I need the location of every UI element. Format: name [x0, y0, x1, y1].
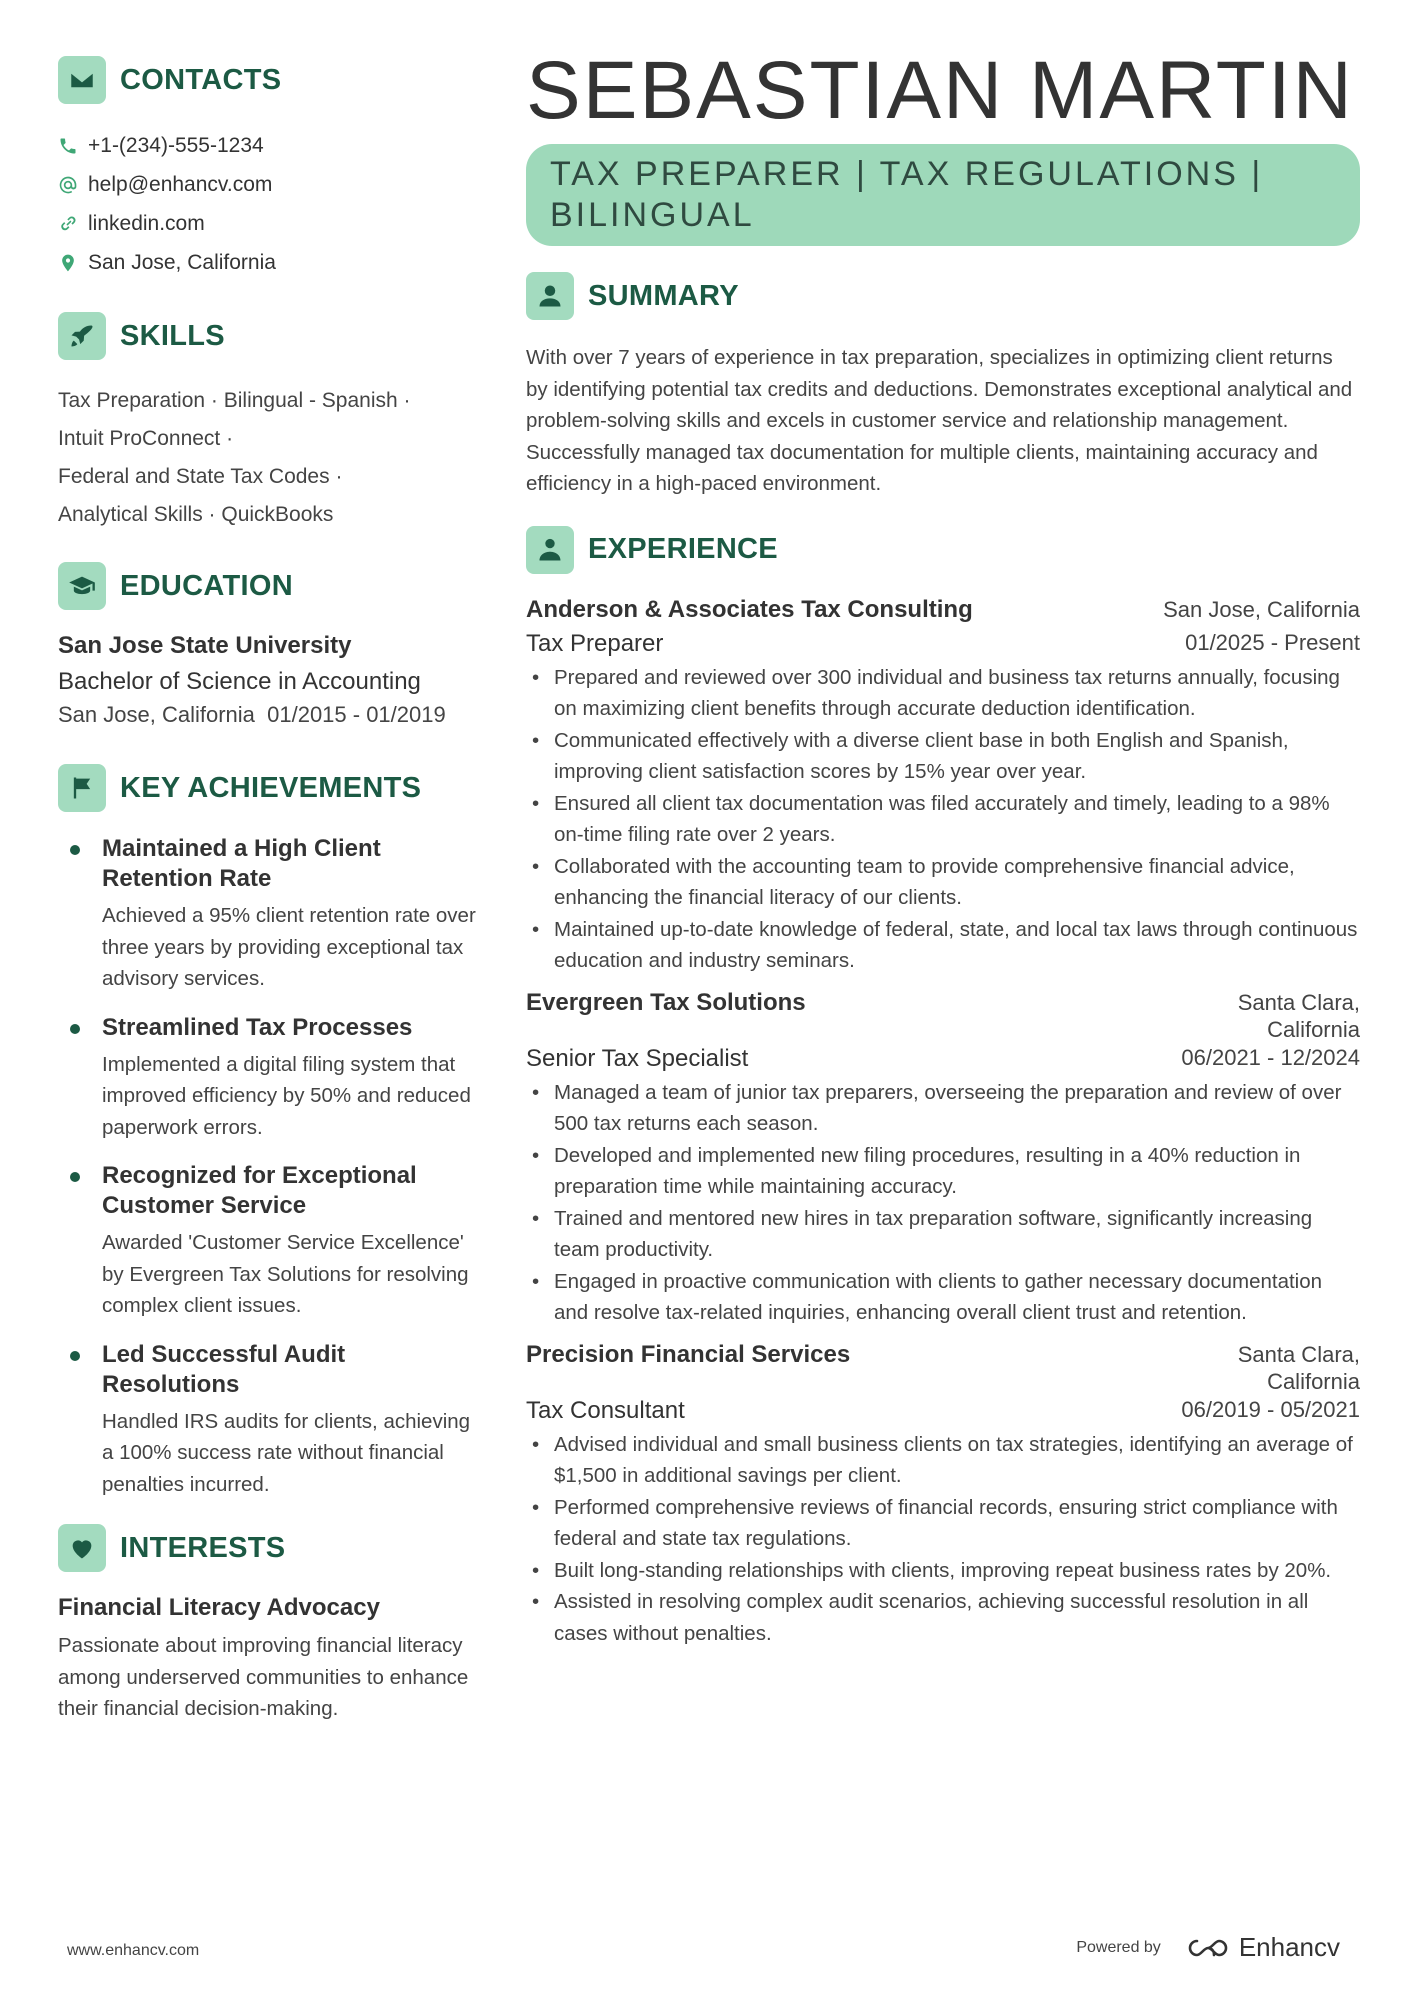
bullet-dot: [70, 1351, 80, 1361]
job-company: Evergreen Tax Solutions: [526, 988, 806, 1016]
job-header-row: [526, 989, 1360, 1043]
interest-title: Financial Literacy Advocacy: [58, 1594, 380, 1621]
email-text: help@enhancv.com: [88, 172, 273, 196]
job-header-row: [526, 596, 1360, 624]
contacts-header: [58, 56, 478, 104]
education-meta: [58, 702, 478, 728]
job-bullets: [526, 1429, 1360, 1650]
skills-line: Tax Preparation · Bilingual - Spanish ·: [58, 389, 411, 412]
skills-header: [58, 312, 478, 360]
education-school: San Jose State University: [58, 632, 352, 659]
job-bullet: • Engaged in proactive communication with clients to gather necessary documentation and resolve tax-related inquiries, enhancing overall client trust and retention.: [526, 1266, 1360, 1329]
job-bullet: • Prepared and reviewed over 300 individual and business tax returns annually, focusing on maximizing client benefits through accurate deduction identification.: [526, 662, 1360, 725]
achievements-list: [58, 834, 478, 1500]
job-bullet: • Communicated effectively with a diverse client base in both English and Spanish, improving client satisfaction scores by 15% year over year.: [526, 725, 1360, 788]
job-location: [1238, 1341, 1360, 1395]
summary-title: SUMMARY: [588, 279, 739, 312]
brand-name: Enhancv: [1238, 1932, 1340, 1962]
envelope-icon: [58, 56, 106, 104]
education-title: EDUCATION: [120, 569, 293, 602]
link-icon: [58, 214, 78, 234]
job-bullet: • Collaborated with the accounting team to provide comprehensive financial advice, enhancing the financial literacy of our clients.: [526, 851, 1360, 914]
skills-line: Intuit ProConnect ·: [58, 427, 234, 450]
rocket-icon: [58, 312, 106, 360]
contacts-list: [58, 126, 478, 282]
job-bullets: [526, 1077, 1360, 1329]
job-title: Tax Preparer: [526, 629, 664, 657]
contact-email[interactable]: [58, 165, 478, 204]
job-location-line: Santa Clara,: [1237, 989, 1360, 1015]
graduation-cap-icon: [58, 562, 106, 610]
job-title: Tax Consultant: [526, 1396, 685, 1424]
achievement-item: [58, 1340, 478, 1501]
achievement-item: [58, 834, 478, 995]
left-column: [58, 56, 478, 1725]
job-dates: 01/2025 - Present: [1185, 629, 1360, 655]
at-icon: [58, 175, 78, 195]
footer-website[interactable]: www.enhancv.com: [67, 1942, 200, 1959]
achievement-title: Streamlined Tax Processes: [102, 1013, 413, 1041]
bullet-dot: [70, 1172, 80, 1182]
education-header: [58, 562, 478, 610]
achievement-title: Led Successful Audit Resolutions: [102, 1340, 346, 1398]
job-location-line: California: [1267, 1016, 1360, 1042]
enhancv-logo[interactable]: [1185, 1932, 1340, 1963]
achievements-title: KEY ACHIEVEMENTS: [120, 771, 422, 804]
education-location: San Jose, California: [58, 702, 255, 727]
interests-title: INTERESTS: [120, 1531, 286, 1564]
contact-phone[interactable]: [58, 126, 478, 165]
job-company: Precision Financial Services: [526, 1340, 851, 1368]
job-entry: [526, 596, 1360, 977]
summary-text: With over 7 years of experience in tax preparation, specializes in optimizing client returns by identifying potential tax credits and deductions. Demonstrates exceptional analytical and problem-solving skills and excels in customer service and relationship management. Successfully managed tax documentation for multiple clients, maintaining accuracy and efficiency in a high-paced environment.: [526, 346, 1353, 495]
skills-title: SKILLS: [120, 319, 225, 352]
skills-line: Federal and State Tax Codes ·: [58, 465, 343, 488]
achievement-desc: Achieved a 95% client retention rate over three years by providing exceptional tax advisory services.: [102, 904, 476, 990]
job-bullets: [526, 662, 1360, 977]
businessman-icon: [526, 526, 574, 574]
job-bullet: • Performed comprehensive reviews of financial records, ensuring strict compliance with federal and state tax regulations.: [526, 1492, 1360, 1555]
education-entry: [58, 632, 478, 728]
heart-icon: [58, 1524, 106, 1572]
job-location-line: California: [1267, 1368, 1360, 1394]
job-entry: [526, 989, 1360, 1329]
job-bullet: • Trained and mentored new hires in tax preparation software, significantly increasing team productivity.: [526, 1203, 1360, 1266]
job-header-row: [526, 1341, 1360, 1395]
phone-icon: [58, 136, 78, 156]
job-location-line: Santa Clara,: [1237, 1341, 1360, 1367]
linkedin-text: linkedin.com: [88, 211, 205, 235]
flag-icon: [58, 764, 106, 812]
job-location: San Jose, California: [1163, 596, 1360, 622]
phone-text: +1-(234)-555-1234: [88, 133, 264, 157]
job-location: [1238, 989, 1360, 1043]
bullet-dot: [70, 1024, 80, 1034]
candidate-name: SEBASTIAN MARTIN: [526, 45, 1354, 136]
achievements-header: [58, 764, 478, 812]
achievement-item: [58, 1013, 478, 1144]
location-pin-icon: [58, 253, 78, 273]
interests-header: [58, 1524, 478, 1572]
skills-list: [58, 382, 478, 534]
job-bullet: • Maintained up-to-date knowledge of federal, state, and local tax laws through continuous education and industry seminars.: [526, 914, 1360, 977]
job-bullet: • Built long-standing relationships with clients, improving repeat business rates by 20%.: [526, 1555, 1360, 1587]
achievement-desc: Implemented a digital filing system that improved efficiency by 50% and reduced paperwork errors.: [102, 1052, 471, 1139]
achievement-title: Recognized for Exceptional Customer Service: [102, 1162, 417, 1219]
job-bullet: • Ensured all client tax documentation was filed accurately and timely, leading to a 98% on-time filing rate over 2 years.: [526, 788, 1360, 851]
job-title-row: [526, 1397, 1360, 1425]
job-title-row: [526, 630, 1360, 658]
job-entry: [526, 1341, 1360, 1650]
job-dates: 06/2021 - 12/2024: [1181, 1044, 1360, 1070]
user-icon: [526, 272, 574, 320]
achievement-item: [58, 1161, 478, 1322]
job-title: Senior Tax Specialist: [526, 1044, 749, 1072]
experience-header: [526, 526, 1360, 574]
interest-item: [58, 1594, 478, 1725]
skills-line: Analytical Skills · QuickBooks: [58, 503, 334, 526]
location-text: San Jose, California: [88, 250, 276, 274]
education-dates: 01/2015 - 01/2019: [267, 702, 446, 727]
bullet-dot: [70, 845, 80, 855]
achievement-title: Maintained a High Client Retention Rate: [102, 835, 381, 892]
experience-title: EXPERIENCE: [588, 533, 778, 565]
footer-branding: [1076, 1932, 1340, 1963]
contacts-title: CONTACTS: [120, 63, 282, 96]
achievement-desc: Handled IRS audits for clients, achieving a 100% success rate without financial penalties incurred.: [102, 1409, 471, 1496]
job-bullet: • Assisted in resolving complex audit scenarios, achieving successful resolution in all cases without penalties.: [526, 1586, 1360, 1649]
job-title-row: [526, 1045, 1360, 1073]
job-company: Anderson & Associates Tax Consulting: [526, 595, 973, 623]
job-dates: 06/2019 - 05/2021: [1181, 1396, 1360, 1422]
job-bullet: • Advised individual and small business clients on tax strategies, identifying an average of $1,500 in additional savings per client.: [526, 1429, 1360, 1492]
right-column: [526, 46, 1360, 1661]
powered-by-text: Powered by: [1076, 1938, 1161, 1956]
summary-header: [526, 272, 1360, 320]
interest-desc: Passionate about improving financial literacy among underserved communities to enhance their financial decision-making.: [58, 1634, 469, 1720]
headline-banner: TAX PREPARER | TAX REGULATIONS | BILINGUAL: [526, 144, 1360, 246]
job-bullet: • Developed and implemented new filing procedures, resulting in a 40% reduction in preparation time while maintaining accuracy.: [526, 1140, 1360, 1203]
job-bullet: • Managed a team of junior tax preparers, overseeing the preparation and review of over 500 tax returns each season.: [526, 1077, 1360, 1140]
contact-linkedin[interactable]: [58, 204, 478, 243]
achievement-desc: Awarded 'Customer Service Excellence' by Evergreen Tax Solutions for resolving complex client issues.: [102, 1231, 469, 1317]
education-degree: Bachelor of Science in Accounting: [58, 668, 421, 695]
enhancv-infinity-icon: [1185, 1935, 1231, 1961]
contact-location: [58, 243, 478, 282]
